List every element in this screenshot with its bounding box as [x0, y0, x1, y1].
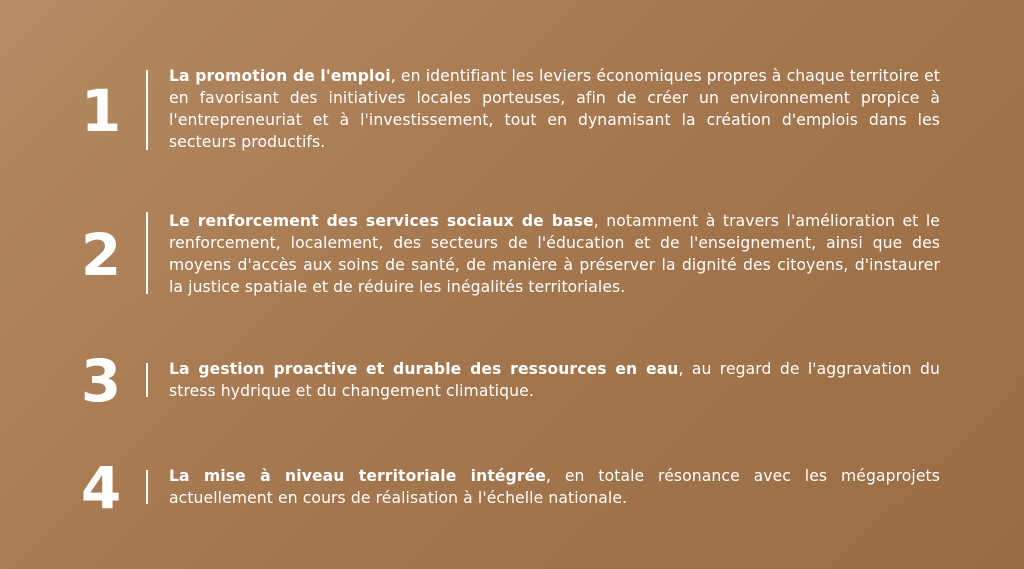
item-title: La promotion de l'emploi: [169, 67, 391, 85]
item-body: , au regard de l'aggravation du stress hydrique et du changement climatique.: [169, 360, 940, 400]
item-text: [169, 65, 940, 153]
item-body: , notamment à travers l'amélioration et le renforcement, localement, des secteurs de l'éducation et de l'enseignement, ainsi que des moyens d'accès aux soins de santé, de manière à préserver la dignité des citoyens, d'instaurer la justice spatiale et de réduire les inégalités territoriales.: [169, 212, 940, 296]
item-number: 4: [80, 454, 122, 522]
divider: [146, 363, 148, 397]
item-title: La mise à niveau territoriale intégrée: [169, 467, 546, 485]
item-number: 2: [80, 221, 122, 289]
divider: [146, 212, 148, 294]
item-body: , en totale résonance avec les mégaprojets actuellement en cours de réalisation à l'échelle nationale.: [169, 467, 940, 507]
item-text: [169, 358, 940, 402]
divider: [146, 470, 148, 504]
item-body: , en identifiant les leviers économiques propres à chaque territoire et en favorisant des initiatives locales porteuses, afin de créer un environnement propice à l'entrepreneuriat et à l'investissement, tout en dynamisant la création d'emplois dans les secteurs productifs.: [169, 67, 940, 151]
item-number: 1: [80, 77, 122, 145]
item-title: Le renforcement des services sociaux de base: [169, 212, 594, 230]
item-title: La gestion proactive et durable des ressources en eau: [169, 360, 679, 378]
item-number: 3: [80, 347, 122, 415]
item-text: [169, 210, 940, 298]
item-text: [169, 465, 940, 509]
divider: [146, 70, 148, 150]
